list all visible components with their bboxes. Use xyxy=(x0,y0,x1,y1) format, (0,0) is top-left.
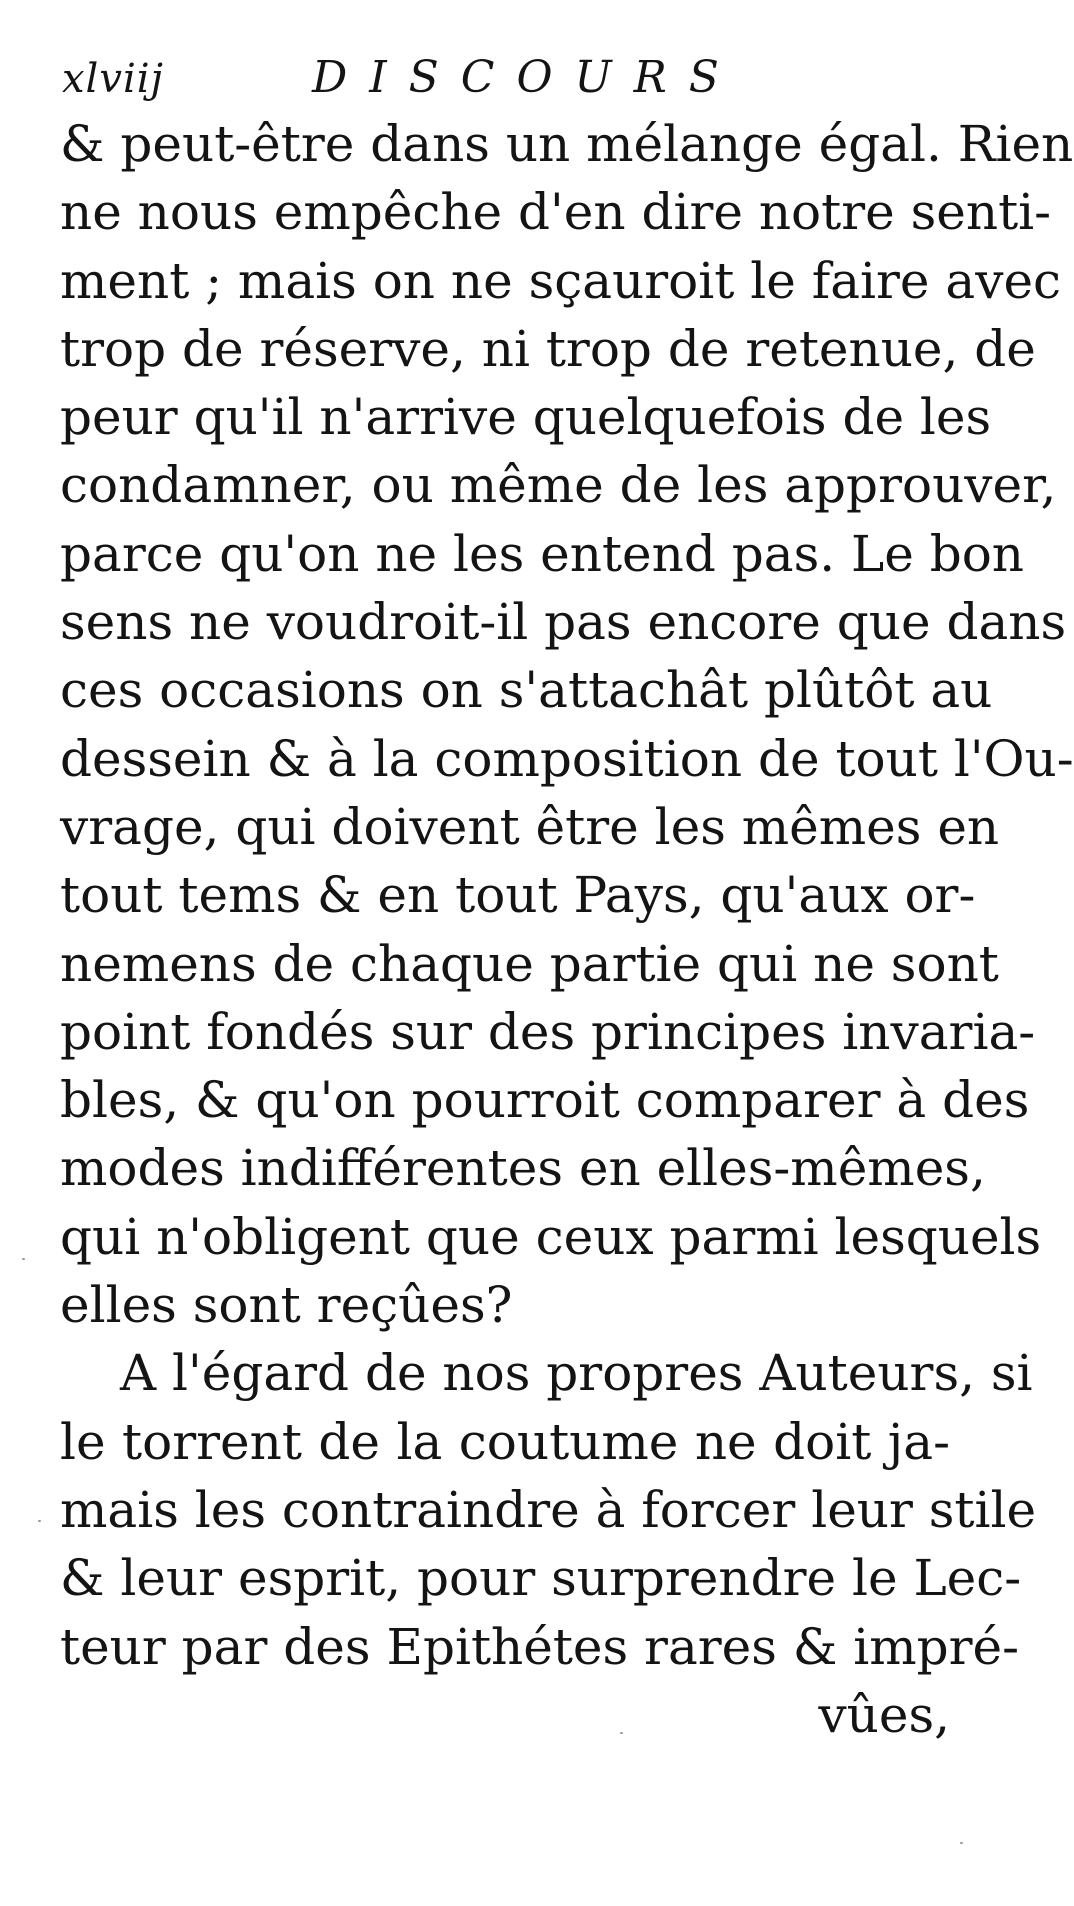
body-text xyxy=(60,110,1074,1749)
text-line: ces occasions on s'attachât plûtôt au xyxy=(60,661,993,720)
paper-speck xyxy=(38,1520,41,1522)
paper-speck xyxy=(960,1842,963,1844)
text-line: mais les contraindre à forcer leur stile xyxy=(60,1480,1037,1539)
paper-speck xyxy=(22,1258,25,1260)
text-line: trop de réserve, ni trop de retenue, de xyxy=(60,319,1036,378)
catchword-line: vûes, xyxy=(818,1685,950,1744)
paper-speck xyxy=(620,1732,623,1734)
text-line: ne nous empêche d'en dire notre senti- xyxy=(60,183,1052,242)
text-line: tout tems & en tout Pays, qu'aux or- xyxy=(60,866,976,925)
text-line: sens ne voudroit-il pas encore que dans xyxy=(60,593,1067,652)
page-header xyxy=(62,48,962,108)
page-number: xlviij xyxy=(62,56,164,102)
text-line: bles, & qu'on pourroit comparer à des xyxy=(60,1071,1030,1130)
text-line: dessein & à la composition de tout l'Ou- xyxy=(60,729,1074,788)
text-line: vrage, qui doivent être les mêmes en xyxy=(60,797,1000,856)
text-line: ment ; mais on ne sçauroit le faire avec xyxy=(60,251,1062,310)
text-line: point fondés sur des principes invaria- xyxy=(60,1002,1036,1061)
paragraph-end-line: elles sont reçûes? xyxy=(60,1276,513,1335)
text-line: & peut-être dans un mélange égal. Rien xyxy=(60,115,1074,173)
text-line: peur qu'il n'arrive quelquefois de les xyxy=(60,388,992,447)
text-line: le torrent de la coutume ne doit ja- xyxy=(60,1412,950,1471)
text-line: & leur esprit, pour surprendre le Lec- xyxy=(60,1549,1022,1608)
text-line: condamner, ou même de les approuver, xyxy=(60,456,1057,515)
text-line: nemens de chaque partie qui ne sont xyxy=(60,934,999,993)
text-line: qui n'obligent que ceux parmi lesquels xyxy=(60,1207,1042,1266)
paragraph-start-line: A l'égard de nos propres Auteurs, si xyxy=(120,1344,1033,1403)
running-head: DISCOURS xyxy=(312,52,741,103)
text-line: modes indifférentes en elles-mêmes, xyxy=(60,1139,986,1198)
text-line: parce qu'on ne les entend pas. Le bon xyxy=(60,524,1025,583)
text-line: teur par des Epithétes rares & impré- xyxy=(60,1617,1020,1676)
